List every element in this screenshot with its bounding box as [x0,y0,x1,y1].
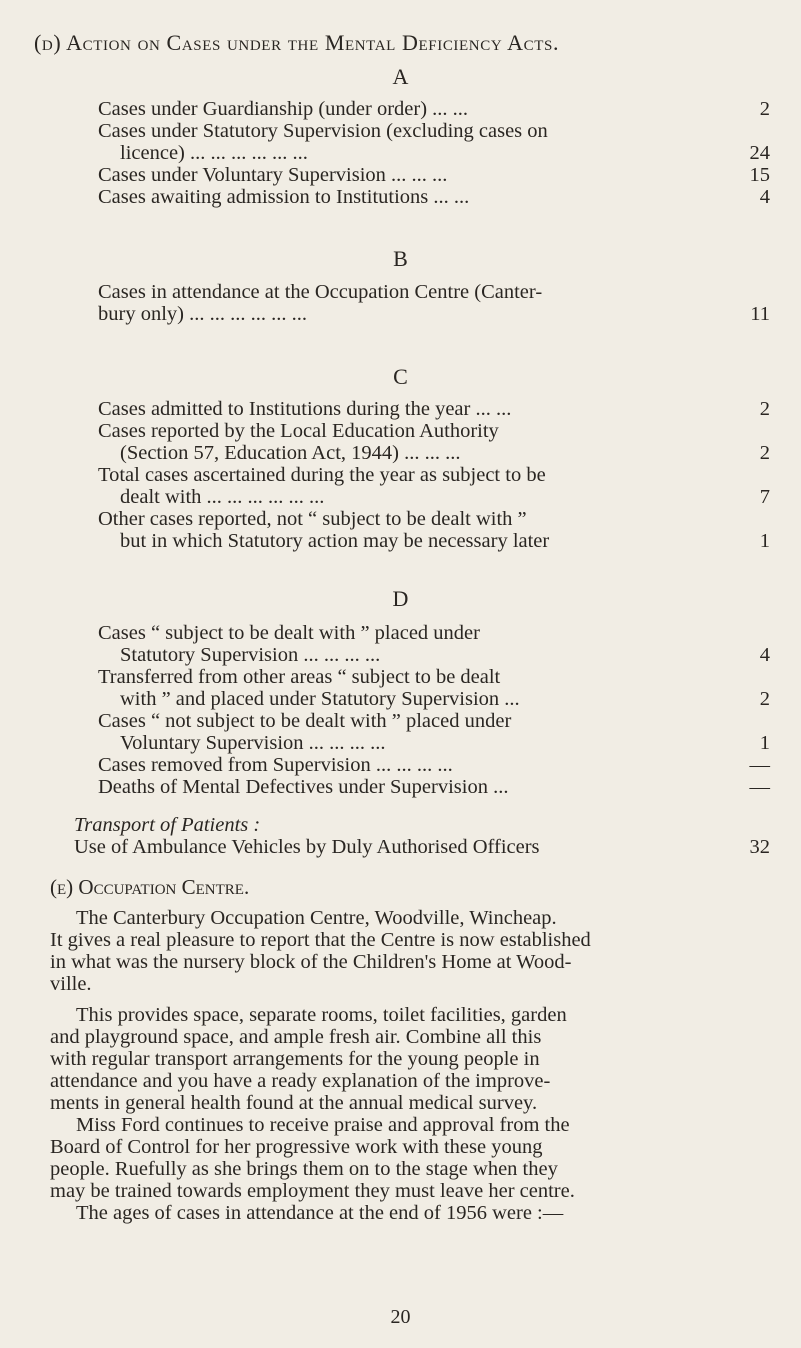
paragraph-line: This provides space, separate rooms, toilet facilities, garden [76,1004,567,1026]
row-label: Cases “ subject to be dealt with ” placed under [98,622,480,644]
row-value: 2 [759,398,770,420]
row-value: 7 [759,486,770,508]
row-value: — [749,754,770,776]
row-label-continued: Voluntary Supervision ... ... ... ... [120,732,386,754]
row-label: Cases in attendance at the Occupation Centre (Canter- [98,281,543,303]
paragraph-line: and playground space, and ample fresh air. Combine all this [50,1026,542,1048]
section-letter-a: A [392,64,409,89]
paragraph-line: people. Ruefully as she brings them on to the stage when they [50,1158,558,1180]
row-value: — [749,776,770,798]
row-label: Cases under Statutory Supervision (excluding cases on [98,120,548,142]
row-label: Total cases ascertained during the year as subject to be [98,464,546,486]
row-label-continued: bury only) ... ... ... ... ... ... [98,303,307,325]
page-number: 20 [390,1306,411,1328]
row-label: Cases awaiting admission to Institutions ... ... [98,186,470,208]
row-label: Other cases reported, not “ subject to be dealt with ” [98,508,527,530]
paragraph-line: The Canterbury Occupation Centre, Woodville, Wincheap. [76,907,557,929]
row-label: Cases under Guardianship (under order) ... ... [98,98,469,120]
section-letter-d: D [392,586,409,611]
paragraph-line: It gives a real pleasure to report that the Centre is now established [50,929,591,951]
row-value: 32 [749,836,770,858]
row-label-continued: but in which Statutory action may be necessary later [120,530,550,552]
row-label: Transferred from other areas “ subject to be dealt [98,666,501,688]
row-label: Cases removed from Supervision ... ... ... ... [98,754,453,776]
paragraph-line: The ages of cases in attendance at the end of 1956 were :— [76,1202,564,1224]
row-value: 1 [759,732,770,754]
transport-title: Transport of Patients : [74,814,261,836]
row-label-continued: with ” and placed under Statutory Supervision ... [120,688,520,710]
row-value: 15 [749,164,770,186]
row-value: 4 [759,186,770,208]
row-label-continued: Statutory Supervision ... ... ... ... [120,644,381,666]
row-label-continued: (Section 57, Education Act, 1944) ... ... ... [120,442,461,464]
row-value: 2 [759,442,770,464]
row-label: Use of Ambulance Vehicles by Duly Authorised Officers [74,836,540,858]
row-label: Cases admitted to Institutions during the year ... ... [98,398,512,420]
paragraph-line: may be trained towards employment they must leave her centre. [50,1180,575,1202]
paragraph-line: Board of Control for her progressive work with these young [50,1136,543,1158]
row-value: 2 [759,688,770,710]
row-value: 4 [759,644,770,666]
row-value: 24 [749,142,770,164]
paragraph-line: ments in general health found at the annual medical survey. [50,1092,538,1114]
row-label-continued: licence) ... ... ... ... ... ... [120,142,308,164]
paragraph-line: with regular transport arrangements for the young people in [50,1048,540,1070]
row-value: 2 [759,98,770,120]
paragraph-line: attendance and you have a ready explanation of the improve- [50,1070,551,1092]
row-label: Cases “ not subject to be dealt with ” placed under [98,710,512,732]
row-value: 1 [759,530,770,552]
section-heading-e: (e) Occupation Centre. [50,875,250,899]
section-letter-c: C [393,364,408,389]
section-letter-b: B [393,246,408,271]
row-label: Deaths of Mental Defectives under Supervision ... [98,776,509,798]
row-label: Cases under Voluntary Supervision ... ... ... [98,164,448,186]
paragraph-line: in what was the nursery block of the Children's Home at Wood- [50,951,572,973]
row-label-continued: dealt with ... ... ... ... ... ... [120,486,325,508]
paragraph-line: ville. [50,973,92,995]
paragraph-line: Miss Ford continues to receive praise and approval from the [76,1114,570,1136]
section-heading-d: (d) Action on Cases under the Mental Deficiency Acts. [34,30,560,55]
row-value: 11 [750,303,770,325]
row-label: Cases reported by the Local Education Authority [98,420,499,442]
